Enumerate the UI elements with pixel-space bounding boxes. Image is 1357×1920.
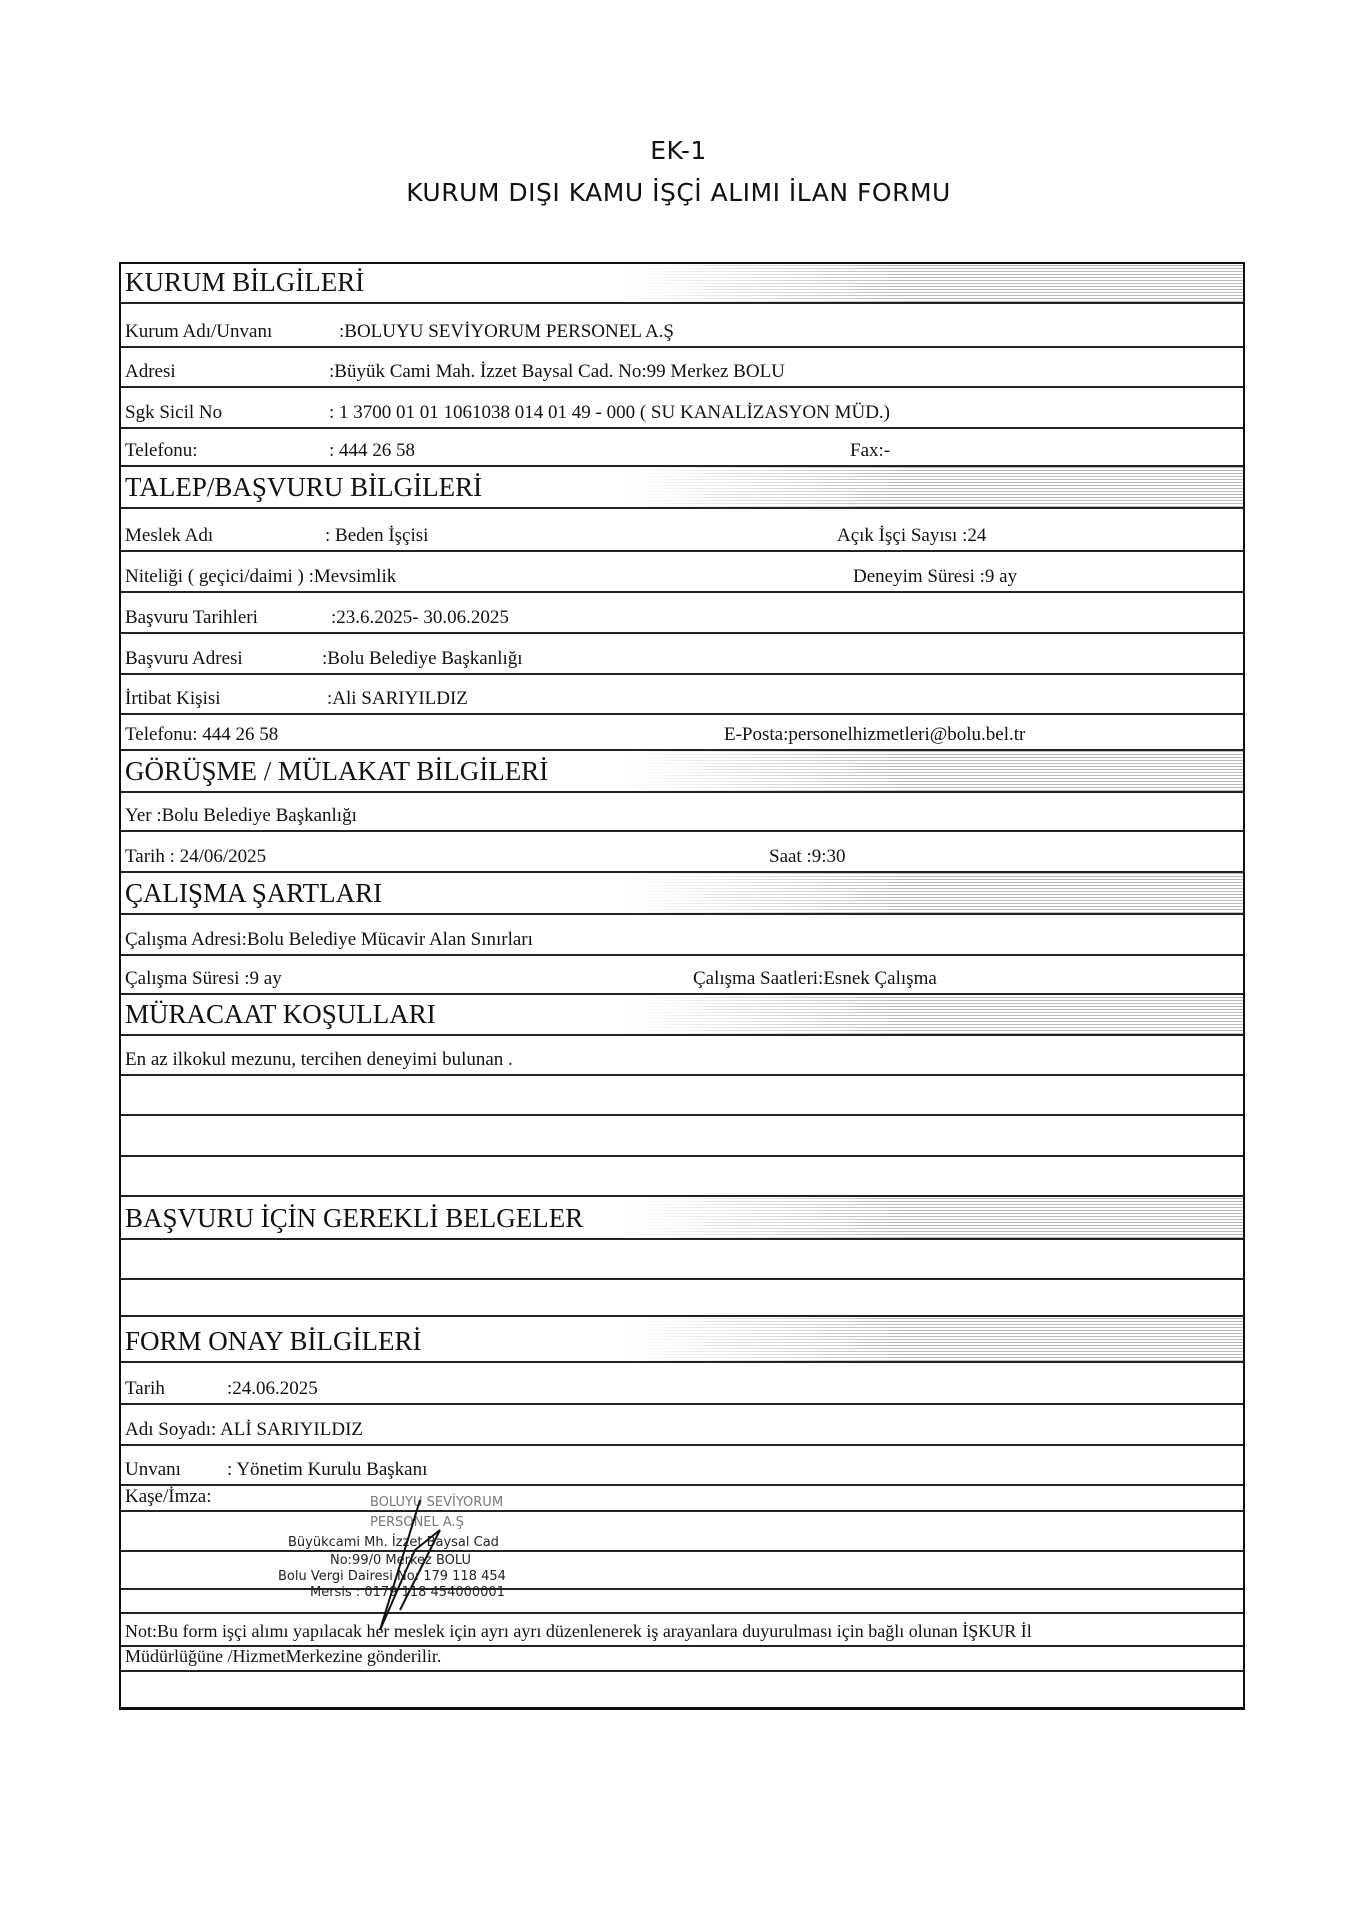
row-basvuru-tarihleri (121, 593, 1243, 634)
row-telefon (121, 429, 1243, 467)
phone: Telefonu: 444 26 58 (125, 724, 279, 745)
stamp-line: No:99/0 Merkez BOLU (330, 1553, 471, 1568)
row-basvuru-adresi (121, 634, 1243, 675)
annex-label: EK-1 (650, 136, 707, 165)
row-yer (121, 793, 1243, 832)
label: Unvanı (125, 1459, 181, 1480)
section-title: MÜRACAAT KOŞULLARI (125, 999, 436, 1029)
label: Başvuru Tarihleri (125, 607, 258, 628)
value: : 444 26 58 (329, 440, 416, 461)
stamp-line: BOLUYU SEVİYORUM (370, 1495, 504, 1510)
section-talep-header (121, 467, 1243, 509)
section-kurum-header (121, 264, 1243, 304)
duration: Çalışma Süresi :9 ay (125, 968, 282, 989)
time: Saat :9:30 (769, 846, 846, 867)
company-stamp-signature (270, 1490, 590, 1650)
value: Çalışma Adresi:Bolu Belediye Mücavir Alan Sınırları (125, 929, 533, 950)
row-blank (121, 1672, 1243, 1707)
section-title: FORM ONAY BİLGİLERİ (125, 1326, 422, 1356)
section-calisma-header (121, 873, 1243, 915)
note: Müdürlüğüne /HizmetMerkezine gönderilir. (125, 1646, 442, 1666)
row-iletisim (121, 715, 1243, 751)
stamp-line: PERSONEL A.Ş (370, 1515, 464, 1530)
hours: Çalışma Saatleri:Esnek Çalışma (693, 968, 937, 989)
stamp-line: Mersis : 0179 118 454000001 (310, 1585, 505, 1600)
row-blank (121, 1116, 1243, 1157)
row-blank (121, 1240, 1243, 1280)
row-calisma-suresi (121, 956, 1243, 995)
row-calisma-adresi (121, 915, 1243, 956)
label: Meslek Adı (125, 525, 214, 546)
open-positions: Açık İşçi Sayısı :24 (837, 525, 987, 546)
section-title: KURUM BİLGİLERİ (125, 267, 365, 297)
row-blank (121, 1076, 1243, 1116)
row-note-2 (121, 1647, 1243, 1672)
row-kurum-adi (121, 304, 1243, 348)
value: :23.6.2025- 30.06.2025 (331, 607, 509, 628)
row-adsoyad (121, 1405, 1243, 1446)
value: : Yönetim Kurulu Başkanı (227, 1459, 428, 1480)
label: Kaşe/İmza: (125, 1486, 212, 1507)
email: E-Posta:personelhizmetleri@bolu.bel.tr (724, 724, 1026, 745)
row-kosul (121, 1036, 1243, 1076)
section-title: ÇALIŞMA ŞARTLARI (125, 878, 383, 908)
row-nitelik (121, 552, 1243, 593)
section-onay-header (121, 1317, 1243, 1363)
row-blank (121, 1280, 1243, 1317)
experience: Deneyim Süresi :9 ay (853, 566, 1018, 587)
row-unvan (121, 1446, 1243, 1486)
value: : 1 3700 01 01 1061038 014 01 49 - 000 ( SU KANALİZASYON MÜD.) (329, 402, 891, 423)
row-adres (121, 348, 1243, 388)
label: Tarih (125, 1378, 165, 1399)
label: Adresi (125, 361, 176, 382)
row-irtibat (121, 675, 1243, 715)
section-belgeler-header (121, 1197, 1243, 1240)
form-title: KURUM DIŞI KAMU İŞÇİ ALIMI İLAN FORMU (406, 178, 951, 207)
value: :24.06.2025 (227, 1378, 318, 1399)
section-title: BAŞVURU İÇİN GEREKLİ BELGELER (125, 1203, 584, 1233)
note: Not:Bu form işçi alımı yapılacak her meslek için ayrı ayrı düzenlenerek iş arayanlara duyurulması için bağlı olunan İŞKUR İl (125, 1621, 1032, 1641)
value: :Ali SARIYILDIZ (327, 688, 468, 709)
value: : Beden İşçisi (325, 525, 429, 546)
row-sgk (121, 388, 1243, 429)
fax: Fax:- (850, 440, 891, 461)
section-title: GÖRÜŞME / MÜLAKAT BİLGİLERİ (125, 756, 549, 786)
row-tarih-saat (121, 832, 1243, 873)
value: Niteliği ( geçici/daimi ) :Mevsimlik (125, 566, 397, 587)
label: Telefonu: (125, 440, 198, 461)
stamp-line: Bolu Vergi Dairesi No: 179 118 454 (278, 1569, 506, 1584)
label: İrtibat Kişisi (125, 688, 221, 709)
stamp-line: Büyükcami Mh. İzzet Baysal Cad (288, 1535, 499, 1550)
section-title: TALEP/BAŞVURU BİLGİLERİ (125, 472, 483, 502)
label: Kurum Adı/Unvanı (125, 321, 273, 342)
value: :Büyük Cami Mah. İzzet Baysal Cad. No:99 Merkez BOLU (329, 361, 785, 382)
section-muracaat-header (121, 995, 1243, 1036)
label: Başvuru Adresi (125, 648, 243, 669)
section-gorusme-header (121, 751, 1243, 793)
value: Yer :Bolu Belediye Başkanlığı (125, 805, 357, 826)
value: :BOLUYU SEVİYORUM PERSONEL A.Ş (339, 321, 674, 342)
row-meslek (121, 509, 1243, 552)
value: En az ilkokul mezunu, tercihen deneyimi bulunan . (125, 1049, 513, 1070)
row-blank (121, 1157, 1243, 1197)
value: Adı Soyadı: ALİ SARIYILDIZ (125, 1419, 364, 1440)
row-onay-tarih (121, 1363, 1243, 1405)
value: :Bolu Belediye Başkanlığı (322, 648, 523, 669)
date: Tarih : 24/06/2025 (125, 846, 267, 867)
label: Sgk Sicil No (125, 402, 223, 423)
